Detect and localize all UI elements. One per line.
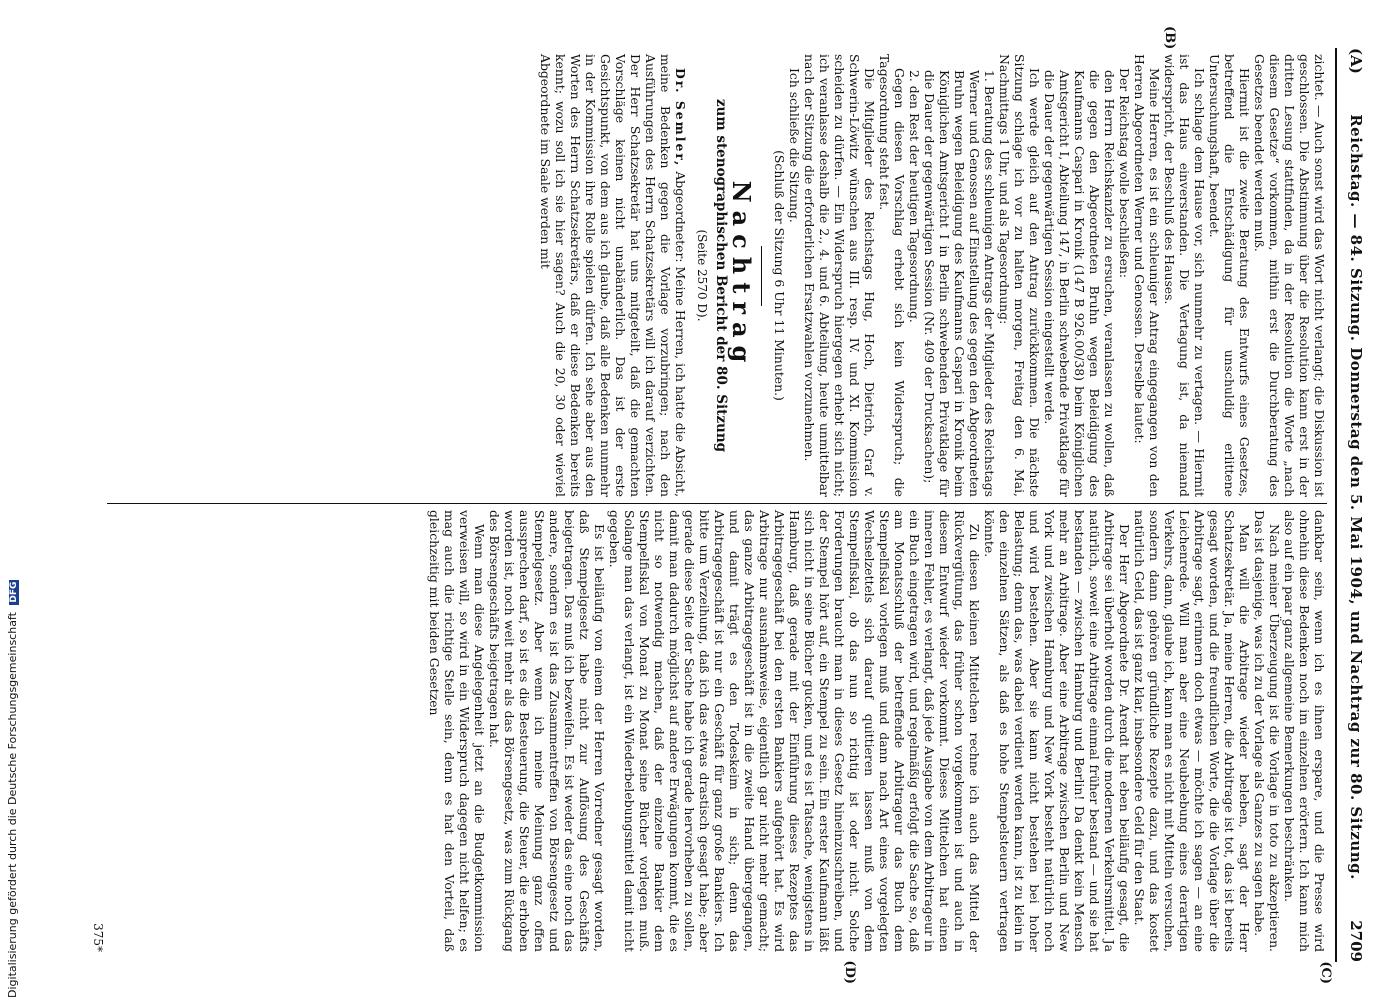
column-marker-a: (A) — [1347, 48, 1365, 74]
running-title: Reichstag. — 84. Sitzung. Donnerstag den 5. Mai 1904, und Nachtrag zur 80. Sitzung. — [1347, 114, 1365, 880]
page-header — [1335, 48, 1365, 962]
paragraph: Hiermit ist die zweite Beratung des Entwurfs eines Gesetzes, betreffend die Entschädigung für unschuldig erlittene Untersuchungshaft, beendet. — [1207, 54, 1252, 497]
paragraph: Ich schlage dem Hause vor, sich nunmehr zu vertagen. — Hiermit ist das Haus einverstanden. Die Vertagung ist, da niemand widerspricht, der Beschluß des Hauses. — [1162, 54, 1207, 497]
dfg-logo-icon: DFG — [9, 581, 19, 603]
speech-text: Abgeordneter: Meine Herren, ich hatte die Absicht, meine Bedenken gegen die Vorlage vorzubringen; nach den Ausführungen des Herrn Schatzsekretärs will ich darauf verzichten. Der Herr Schatzsekretär hat uns mitgeteilt, daß die gemachten Vorschläge keinen nicht unabänderlich. Das ist der erste Gesichtspunkt, von dem aus ich glaube, daß alle Bedenken nunmehr in der Kommission ihre Rolle spielen dürfen. Ich sehe aber aus den Worten des Herrn Schatzsekretärs, daß er diese Bedenken bereits kennt; wozu soll ich sie hier sagen? Auch die 20, 30 oder wieviel Abgeordnete im Saale werden mit — [538, 54, 688, 498]
rotated-page — [70, 26, 1365, 984]
paragraph: Man will die Arbitrage wieder beleben, sagt der Herr Schatzsekretär. Ja, meine Herren, die Arbitrage ist tot, das ist bereits gesagt worden, und die freundlichen Worte, die die Vorlage über die Arbitrage sagt, erinnern doch etwas — möchte ich sagen — an eine Leichenrede. Will man aber eine Neubelebung eines derartigen Verkehrs, dann, glaube ich, kann man es nicht mit Mitteln versuchen, sondern dann gehören gründliche Rezepte dazu, und das kostet natürlich Geld, das ist ganz klar, insbesondere Geld für den Staat. — [1132, 510, 1252, 952]
digitization-note — [6, 580, 19, 998]
agenda-item-1: 1. Beratung des schleunigen Antrags der Mitglieder des Reichstags Werner und Genossen auf Einstellung des gegen den Abgeordneten Bruhn wegen Beleidigung des Kaufmanns Caspari in Kronik beim Königlichen Amtsgericht I in Berlin schwebenden Privatklage für die Dauer der gegenwärtigen Session (Nr. 409 der Drucksachen); — [922, 70, 997, 497]
column-marker-d: (D) — [842, 960, 857, 984]
agenda-item-2: 2. den Rest der heutigen Tagesordnung. — [907, 70, 922, 323]
paragraph: Ich schließe die Sitzung. — [787, 68, 802, 223]
paragraph: Es ist beiläufig von einem der Herren Vorredner gesagt worden, daß Stempelgesetz habe nicht zur Auflösung des Geschäfts beigetragen. Das muß ich bezweifeln. Es ist weder das eine noch das andere, sondern es ist das Zusammentreffen von Börsengesetz und Stempelgesetz. Aber wenn ich meine Meinung ganz offen aussprechen darf, so ist es die Besteuerung, die Steuer, die erhoben worden ist, noch weit mehr als das Börsengesetz, was zum Rückgang des Börsengeschäfts beigetragen hat. — [487, 510, 607, 952]
paragraph: Wenn man diese Angelegenheit jetzt an die Budgetkommission verweisen will, so wird in ein Widerspruch dagegen nicht helfen; es mag auch die richtige Stelle sein, denn es hat den Vorteil, daß gleichzeitig mit beiden Gesetzen — [427, 510, 487, 952]
closing-note: (Schluß der Sitzung 6 Uhr 11 Minuten.) — [772, 150, 787, 401]
paragraph: Zu diesen kleinen Mittelchen rechne ich auch das Mittel der Rückvergütung, das früher schon vorgekommen ist und auch in diesem Entwurf wieder vorkommt. Dieses Mittelchen hat einen inneren Fehler, es verlangt, daß jede Ausgabe von dem Arbitrageur in ein Buch eingetragen wird, und regelmäßig erfolgt die Sache so, daß am Monatsschluß der betreffende Arbitrageur das Buch dem Stempelfiskal vorlegen muß und dann nach Art eines vorgelegten Wechselzettels sich darauf quittieren lassen muß von dem Stempelfiskal, ob das nun so richtig ist oder nicht. Solche Forderungen braucht man in dieses Gesetz hineinzuschreiben, und der Stempel hört auf, ein Stempel zu sein. Ein erster Kaufmann läßt sich nicht in seine Bücher gucken, und es ist Tatsache, wenigstens in Hamburg, daß gerade mit der Einführung dieses Rezeptes das Arbitragegeschäft bei den ersten Bankiers aufgehört hat. Es wird Arbitrage nur ausnahmsweise, eigentlich gar nicht mehr gemacht; das ganze Arbitragegeschäft ist in die zweite Hand übergegangen, und damit trägt es den Todeskeim in sich; denn das Arbitragegeschäft ist nur ein Geschäft für ganz große Bankiers. Ich bitte um Verzeihung, daß ich das etwas drastisch gesagt habe; aber gerade diese Seite der Sache habe ich gerade hervorheben zu sollen, damit man dadurch möglichst auf andere Erwägungen kommt, die es nicht so notwendig machen, daß der einzelne Bankier dem Stempelfiskal von Monat zu Monat seine Bücher vorlegen muß. Solange man das verlangt, ist ein Wiederbelebungsmittel damit nicht gegeben. — [607, 510, 982, 952]
paragraph: Der Reichstag wolle beschließen: — [1117, 68, 1132, 279]
paragraph: Gegen diesen Vorschlag erhebt sich kein Widerspruch; die Tagesordnung steht fest. — [877, 54, 907, 497]
paragraph: zichtet. — Auch sonst wird das Wort nicht verlangt; die Diskussion ist geschlossen. Die Abstimmung über die Resolution kann erst in der dritten Lesung stattfinden, da in der Resolution die Worte „nach diesem Gesetze“ vorkommen, mithin erst die Durchberatung des Gesetzes beendet werden muß. — [1252, 54, 1327, 497]
page-number: 2709 — [1347, 920, 1365, 962]
paragraph: Meine Herren, es ist ein schleuniger Antrag eingegangen von den Herren Abgeordneten Werner und Genossen. Derselbe lautet: — [1132, 54, 1162, 497]
paragraph: Die Mitglieder des Reichstags Hug, Hoch, Dietrich, Graf v. Schwerin-Löwitz wünschen aus III. resp. IV. und XI. Kommission scheiden zu dürfen. — Ein Widerspruch hiergegen erhebt sich nicht; ich veranlasse deshalb die 2., 4. und 6. Abteilung, heute unmittelbar nach der Sitzung die erforderlichen Ersatzwahlen vorzunehmen. — [802, 54, 877, 497]
left-column — [107, 48, 1327, 503]
speaker-name: Dr. Semler, — [673, 68, 688, 168]
section-divider — [761, 246, 762, 306]
nachtrag-heading: Nachtrag — [727, 180, 756, 371]
signature-mark: 375* — [91, 923, 105, 952]
paragraph: Nach meiner Überzeugung ist die Vorlage in toto zu akzeptieren. Das ist dasjenige, was ich zu der Vorlage als Ganzes zu sagen habe. — [1252, 510, 1282, 952]
paragraph: Ich werde gleich auf den Antrag zurückkommen. Die nächste Sitzung schlage ich vor zu halten morgen, Freitag den 6. Mai, Nachmittags 1 Uhr, und als Tagesordnung: — [997, 54, 1042, 497]
column-marker-c: (C) — [1318, 961, 1333, 984]
paragraph: dankbar sein, wenn ich es ihnen erspare, und die Presse wird ohnehin diese Bedenken noch im einzelnen erörtern. Ich kann mich also auf ein paar ganz allgemeine Bemerkungen beschränken. — [1282, 510, 1327, 952]
digitization-text: Digitalisierung gefördert durch die Deutsche Forschungsgemeinschaft — [6, 612, 19, 998]
page-reference: (Seite 2570 D). — [695, 229, 709, 322]
nachtrag-subtitle: zum stenographischen Bericht der 80. Sitzung — [713, 98, 729, 453]
right-column — [107, 503, 1327, 958]
paragraph: Der Herr Abgeordnete Dr. Arendt hat eben beiläufig gesagt, die Arbitrage sei überholt worden durch die modernen Verkehrsmittel. Ja natürlich, soweit eine Arbitrage einmal früher bestand — und sie hat bestanden — zwischen Hamburg und Berlin! Da denkt kein Mensch mehr an Arbitrage. Aber eine Arbitrage zwischen Berlin und New York und zwischen Hamburg und New York besteht natürlich noch und wird bestehen. Aber sie kann nicht bestehen bei hoher Belastung; denn das, was dabei verdient werden kann, ist zu klein in den einzelnen Sätzen, als daß es hohe Stempelsteuern vertragen könnte. — [982, 510, 1132, 952]
motion-text: den Herrn Reichskanzler zu ersuchen, veranlassen zu wollen, daß die gegen den Abgeordneten Bruhn wegen Beleidigung des Kaufmanns Caspari in Kronik (147 B 926.00/38) beim Königlichen Amtsgericht I, Abteilung 147, in Berlin schwebende Privatklage für die Dauer der gegenwärtigen Session eingestellt werde. — [1042, 70, 1117, 497]
column-marker-b: (B) — [1162, 26, 1177, 50]
text-columns — [91, 26, 1333, 984]
